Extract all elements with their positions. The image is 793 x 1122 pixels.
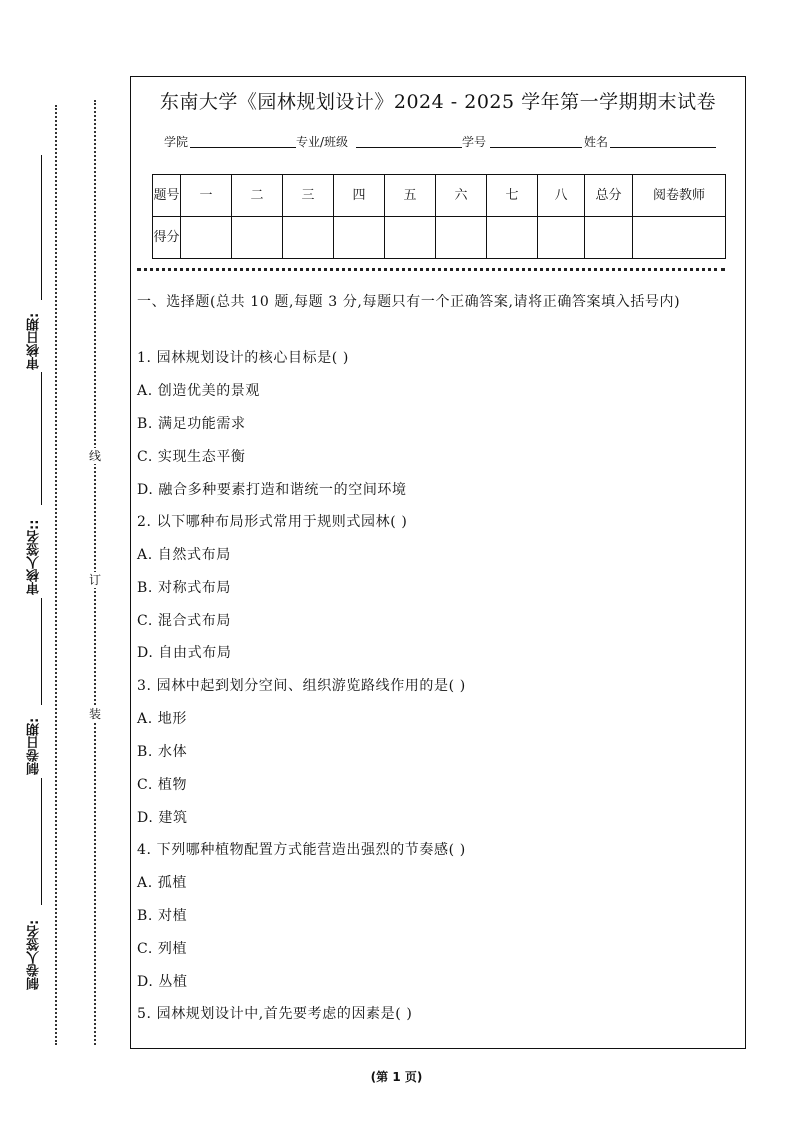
option-line: D. 自由式布局 xyxy=(137,645,232,661)
dotted-separator xyxy=(137,268,725,271)
score-table-score-row xyxy=(153,217,726,259)
option-line: A. 孤植 xyxy=(137,875,188,891)
option-line: D. 建筑 xyxy=(137,810,188,826)
exam-maker-signature-line xyxy=(41,778,42,905)
column-header: 阅卷教师 xyxy=(633,175,726,217)
option-line: C. 植物 xyxy=(137,777,188,793)
column-header: 四 xyxy=(334,175,385,217)
column-header: 七 xyxy=(487,175,538,217)
score-cell[interactable] xyxy=(487,217,538,259)
option-line: C. 列植 xyxy=(137,941,188,957)
score-cell[interactable] xyxy=(436,217,487,259)
option-line: B. 满足功能需求 xyxy=(137,416,246,432)
exam-maker-signature-label: 制卷人签名: xyxy=(27,919,42,990)
major-class-label: 专业/班级 xyxy=(296,135,349,149)
reviewer-signature-label: 审核人签名:: xyxy=(27,519,42,595)
binding-dotted-line-outer xyxy=(55,105,57,1045)
question-3: 3. 园林中起到划分空间、组织游览路线作用的是( ) xyxy=(137,678,466,694)
binding-char-bind: 装 xyxy=(86,706,104,722)
score-cell[interactable] xyxy=(232,217,283,259)
name-label: 姓名 xyxy=(584,135,609,149)
review-date-label: 审核日期: xyxy=(27,312,42,370)
question-number-label: 题号 xyxy=(153,175,181,217)
major-class-field[interactable] xyxy=(356,147,462,148)
binding-char-line: 线 xyxy=(86,448,104,464)
column-header: 三 xyxy=(283,175,334,217)
score-cell[interactable] xyxy=(585,217,633,259)
student-info-row xyxy=(164,131,724,151)
question-5: 5. 园林规划设计中,首先要考虑的因素是( ) xyxy=(137,1006,413,1022)
column-header: 五 xyxy=(385,175,436,217)
option-line: B. 对植 xyxy=(137,908,188,924)
column-header: 二 xyxy=(232,175,283,217)
student-id-label: 学号 xyxy=(462,135,487,149)
score-table xyxy=(152,174,726,259)
binding-char-staple: 订 xyxy=(86,572,104,588)
reviewer-signature-line xyxy=(41,372,42,505)
option-line: B. 水体 xyxy=(137,744,188,760)
column-header: 八 xyxy=(538,175,585,217)
question-1: 1. 园林规划设计的核心目标是( ) xyxy=(137,350,349,366)
section-heading: 一、选择题(总共 10 题,每题 3 分,每题只有一个正确答案,请将正确答案填入括号内) xyxy=(137,294,681,310)
college-label: 学院 xyxy=(164,135,189,149)
score-cell[interactable] xyxy=(385,217,436,259)
option-line: A. 地形 xyxy=(137,711,188,727)
option-line: B. 对称式布局 xyxy=(137,580,231,596)
score-label: 得分 xyxy=(153,217,181,259)
exam-date-line xyxy=(41,598,42,705)
name-field[interactable] xyxy=(610,147,716,148)
score-cell[interactable] xyxy=(181,217,232,259)
option-line: A. 自然式布局 xyxy=(137,547,231,563)
score-cell[interactable] xyxy=(283,217,334,259)
student-id-field[interactable] xyxy=(490,147,582,148)
exam-date-label: 制卷日期: xyxy=(27,717,42,775)
option-line: A. 创造优美的景观 xyxy=(137,383,261,399)
option-line: C. 实现生态平衡 xyxy=(137,449,246,465)
exam-title: 东南大学《园林规划设计》2024 - 2025 学年第一学期期末试卷 xyxy=(159,91,717,113)
column-header: 总分 xyxy=(585,175,633,217)
question-2: 2. 以下哪种布局形式常用于规则式园林( ) xyxy=(137,514,408,530)
college-field[interactable] xyxy=(190,147,296,148)
page-number: (第 1 页) xyxy=(370,1070,423,1084)
column-header: 一 xyxy=(181,175,232,217)
column-header: 六 xyxy=(436,175,487,217)
question-4: 4. 下列哪种植物配置方式能营造出强烈的节奏感( ) xyxy=(137,842,466,858)
score-cell[interactable] xyxy=(538,217,585,259)
option-line: D. 融合多种要素打造和谐统一的空间环境 xyxy=(137,482,407,498)
exam-frame xyxy=(130,76,746,1049)
review-date-line xyxy=(41,155,42,300)
score-cell[interactable] xyxy=(334,217,385,259)
option-line: D. 丛植 xyxy=(137,974,188,990)
score-table-header-row xyxy=(153,175,726,217)
option-line: C. 混合式布局 xyxy=(137,613,231,629)
score-cell[interactable] xyxy=(633,217,726,259)
